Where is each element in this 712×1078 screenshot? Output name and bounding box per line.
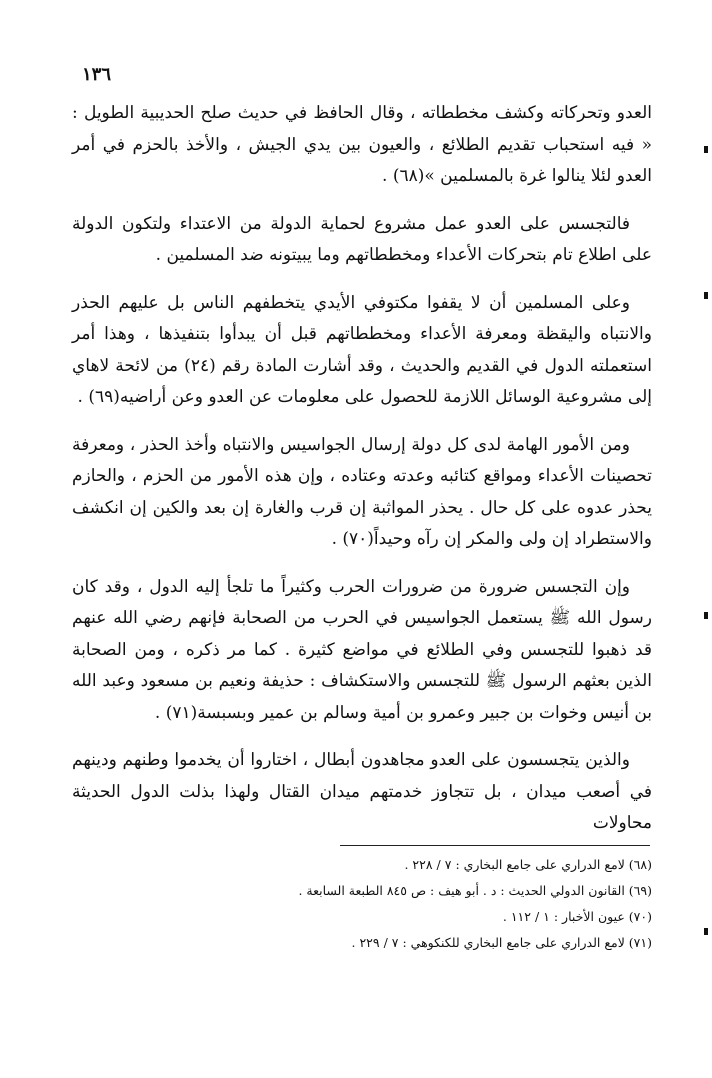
footnote-divider xyxy=(340,845,650,846)
footnote: (٧١) لامع الدراري على جامع البخاري للكنكوهي : ٧ / ٢٢٩ . xyxy=(351,935,652,950)
paragraph: وإن التجسس ضرورة من ضرورات الحرب وكثيراً ما تلجأ إليه الدول ، وقد كان رسول الله ﷺ يستعمل الجواسيس في الحرب من الصحابة فإنهم رضي الله عنهم قد ذهبوا للتجسس وفي الطلائع في مواضع كثيرة . كما مر ذكره ، ومن الصحابة الذين بعثهم الرسول ﷺ للتجسس والاستكشاف : حذيفة ونعيم بن مسعود وعبد الله بن أنيس وخوات بن جبير وعمرو بن أمية وسالم بن عمير وبسبسة(٧١) . xyxy=(72,576,652,723)
paragraph: العدو وتحركاته وكشف مخططاته ، وقال الحافظ في حديث صلح الحديبية الطويل : « فيه استحباب تقديم الطلائع ، والعيون بين يدي الجيش ، والأخذ بالحزم في أمر العدو لئلا ينالوا غرة بالمسلمين »(٦٨) . xyxy=(72,103,652,186)
body-text xyxy=(72,98,652,856)
page-number: ١٣٦ xyxy=(82,64,112,85)
scan-edge-mark xyxy=(704,292,708,299)
paragraph: فالتجسس على العدو عمل مشروع لحماية الدولة من الاعتداء ولتكون الدولة على اطلاع تام بتحركات الأعداء ومخططاتهم وما يبيتونه ضد المسلمين . xyxy=(72,213,652,265)
scan-edge-mark xyxy=(704,146,708,153)
paragraph: ومن الأمور الهامة لدى كل دولة إرسال الجواسيس والانتباه وأخذ الحذر ، ومعرفة تحصينات الأعداء ومواقع كتائبه وعدته وعتاده ، وإن هذه الأمور من الحزم ، والحازم يحذر عدوه على كل حال . يحذر المواثبة إن قرب والغارة إن بعد والكين إن انكشف والاستطراد إن ولى والمكر إن رآه وحيداً(٧٠) . xyxy=(72,434,652,549)
scan-edge-mark xyxy=(704,612,708,619)
footnotes xyxy=(72,852,652,956)
footnote: (٦٨) لامع الدراري على جامع البخاري : ٧ / ٢٢٨ . xyxy=(404,857,652,872)
footnote: (٦٩) القانون الدولي الحديث : د . أبو هيف : ص ٨٤٥ الطبعة السابعة . xyxy=(298,883,652,898)
footnote: (٧٠) عيون الأخبار : ١ / ١١٢ . xyxy=(502,909,652,924)
paragraph: وعلى المسلمين أن لا يقفوا مكتوفي الأيدي يتخطفهم الناس بل عليهم الحذر والانتباه واليقظة ومعرفة الأعداء ومخططاتهم قبل أن يبدأوا بتنفيذها ، وهذا أمر استعملته الدول في القديم والحديث ، وقد أشارت المادة رقم (٢٤) من لائحة لاهاي إلى مشروعية الوسائل اللازمة للحصول على معلومات عن العدو وعن أراضيه(٦٩) . xyxy=(72,292,652,407)
paragraph: والذين يتجسسون على العدو مجاهدون أبطال ، اختاروا أن يخدموا وطنهم ودينهم في أصعب ميدان ، بل تتجاوز خدمتهم ميدان القتال ولهذا بذلت الدول الحديثة محاولات xyxy=(72,750,652,833)
scan-edge-mark xyxy=(704,928,708,935)
